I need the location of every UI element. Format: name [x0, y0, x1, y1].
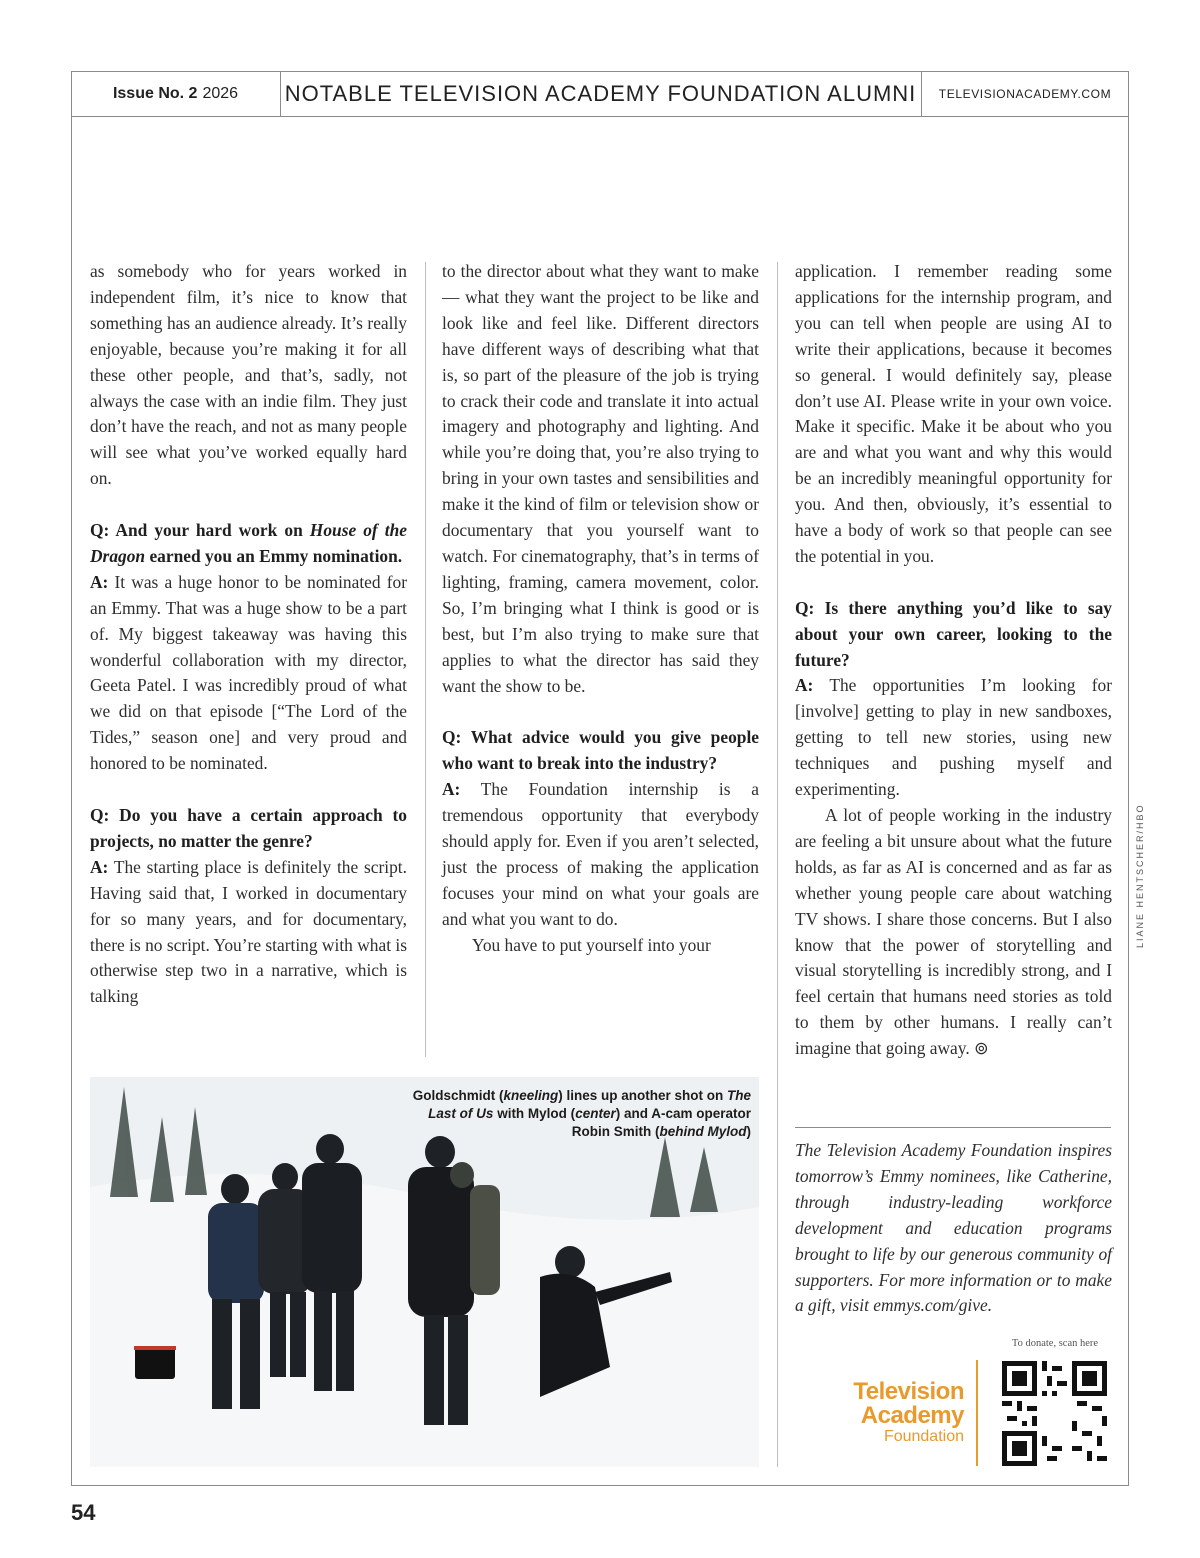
photo-caption: Goldschmidt (kneeling) lines up another shot on The Last of Us with Mylod (center) and A-cam operator Robin Smith (behind Mylod): [412, 1088, 751, 1139]
issue-number: Issue No. 2: [112, 84, 198, 102]
paragraph: as somebody who for years worked in independent film, it’s nice to know that something has an audience already. It’s really enjoyable, because you’re making it for all these other people, and that’s, sadly, not always the case with an indie film. They just don’t have the reach, and not as many people will see what you’ve worked equally hard on.: [90, 261, 407, 489]
donate-label: To donate, scan here: [1011, 1338, 1099, 1349]
column-divider: [425, 262, 426, 1057]
paragraph: application. I remember reading some applications for the internship program, and you can tell when people are using AI to write their applications, because it becomes so general. I would definitely say, please don’t use AI. Please write in your own voice. Make it specific. Make it be about who you are and what you want and why this would be an incredibly meaningful opportunity for you. And then, obviously, it’s essential to have a body of work so that people can see the potential in you.: [795, 261, 1112, 566]
photo-film-crew-in-snow: [90, 1077, 759, 1467]
end-mark-icon: ⊚: [974, 1038, 989, 1059]
section-title: NOTABLE TELEVISION ACADEMY FOUNDATION ALUMNI: [280, 71, 922, 116]
paragraph: to the director about what they want to make — what they want the project to be like and look like and feel like. Different directors have different ways of describing what that is, so part of the pleasure of the job is trying to crack their code and translate it into actual imagery and photography and lighting. And while you’re doing that, you’re also trying to bring in your own tastes and sensibilities and make it the kind of film or television show or documentary that you yourself want to watch. For cinematography, that’s in terms of lighting, framing, camera movement, color. So, I’m bringing what I think is good or is best, but I’m also trying to make sure that applies to what the director has said they want the show to be.: [442, 261, 759, 696]
logo-accent-bar: [976, 1360, 978, 1466]
column-3: [795, 259, 1112, 1062]
answer: A: The opportunities I’m looking for [involve] getting to play in new sandboxes, getting to tell new stories, using new techniques and pushing myself and experimenting.: [795, 675, 1112, 800]
answer: A: It was a huge honor to be nominated for an Emmy. That was a huge show to be a part of. My biggest takeaway was having this wonderful collaboration with my director, Geeta Patel. I was incredibly proud of what we did on that episode [“The Lord of the Tides,” season one] and very proud and honored to be nominated.: [90, 571, 407, 774]
show-title: House of the Dragon: [90, 520, 407, 566]
issue-year: 2026: [202, 84, 239, 102]
site-url: TELEVISIONACADEMY.COM: [938, 86, 1112, 101]
question: Q: And your hard work on House of the Dragon earned you an Emmy nomination.: [90, 520, 407, 566]
paragraph: You have to put yourself into your: [472, 934, 711, 955]
promo-divider: [795, 1127, 1111, 1128]
column-1: [90, 259, 407, 1010]
answer: A: The starting place is definitely the script. Having said that, I worked in documentary for so many years, and for documentary, there is no script. You’re starting with what is otherwise step two in a narrative, which is talking: [90, 856, 407, 1007]
answer: A: The Foundation internship is a tremendous opportunity that everybody should apply for. Even if you aren’t selected, just the process of making the application focuses your mind on what your goals are and what you want to do.: [442, 779, 759, 929]
column-2: [442, 259, 759, 958]
question: Q: Is there anything you’d like to say about your own career, looking to the future?: [795, 597, 1112, 670]
foundation-logo: Television Academy Foundation: [853, 1378, 964, 1445]
running-header: [71, 71, 1129, 117]
column-divider: [777, 262, 778, 1467]
photo-credit: LIANE HENTSCHER/HBO: [1135, 803, 1145, 948]
paragraph: A lot of people working in the industry are feeling a bit unsure about what the future holds, as far as AI is concerned and as far as whether young people care about watching TV shows. I share those concerns. But I also know that the power of storytelling and visual storytelling is incredibly strong, and I feel certain that humans need stories as told to them by other humans. I really can’t imagine that going away. ⊚: [795, 805, 1112, 1059]
question: Q: What advice would you give people who want to break into the industry?: [442, 727, 759, 774]
page-number: 54: [71, 1500, 96, 1525]
donate-qr-code-icon[interactable]: [1002, 1361, 1107, 1466]
foundation-promo: The Television Academy Foundation inspires tomorrow’s Emmy nominees, like Catherine, through industry-leading workforce development and education programs brought to life by our generous community of supporters. For more information or to make a gift, visit emmys.com/give.: [795, 1140, 1112, 1316]
question: Q: Do you have a certain approach to projects, no matter the genre?: [90, 805, 407, 851]
issue-label: [71, 71, 281, 116]
